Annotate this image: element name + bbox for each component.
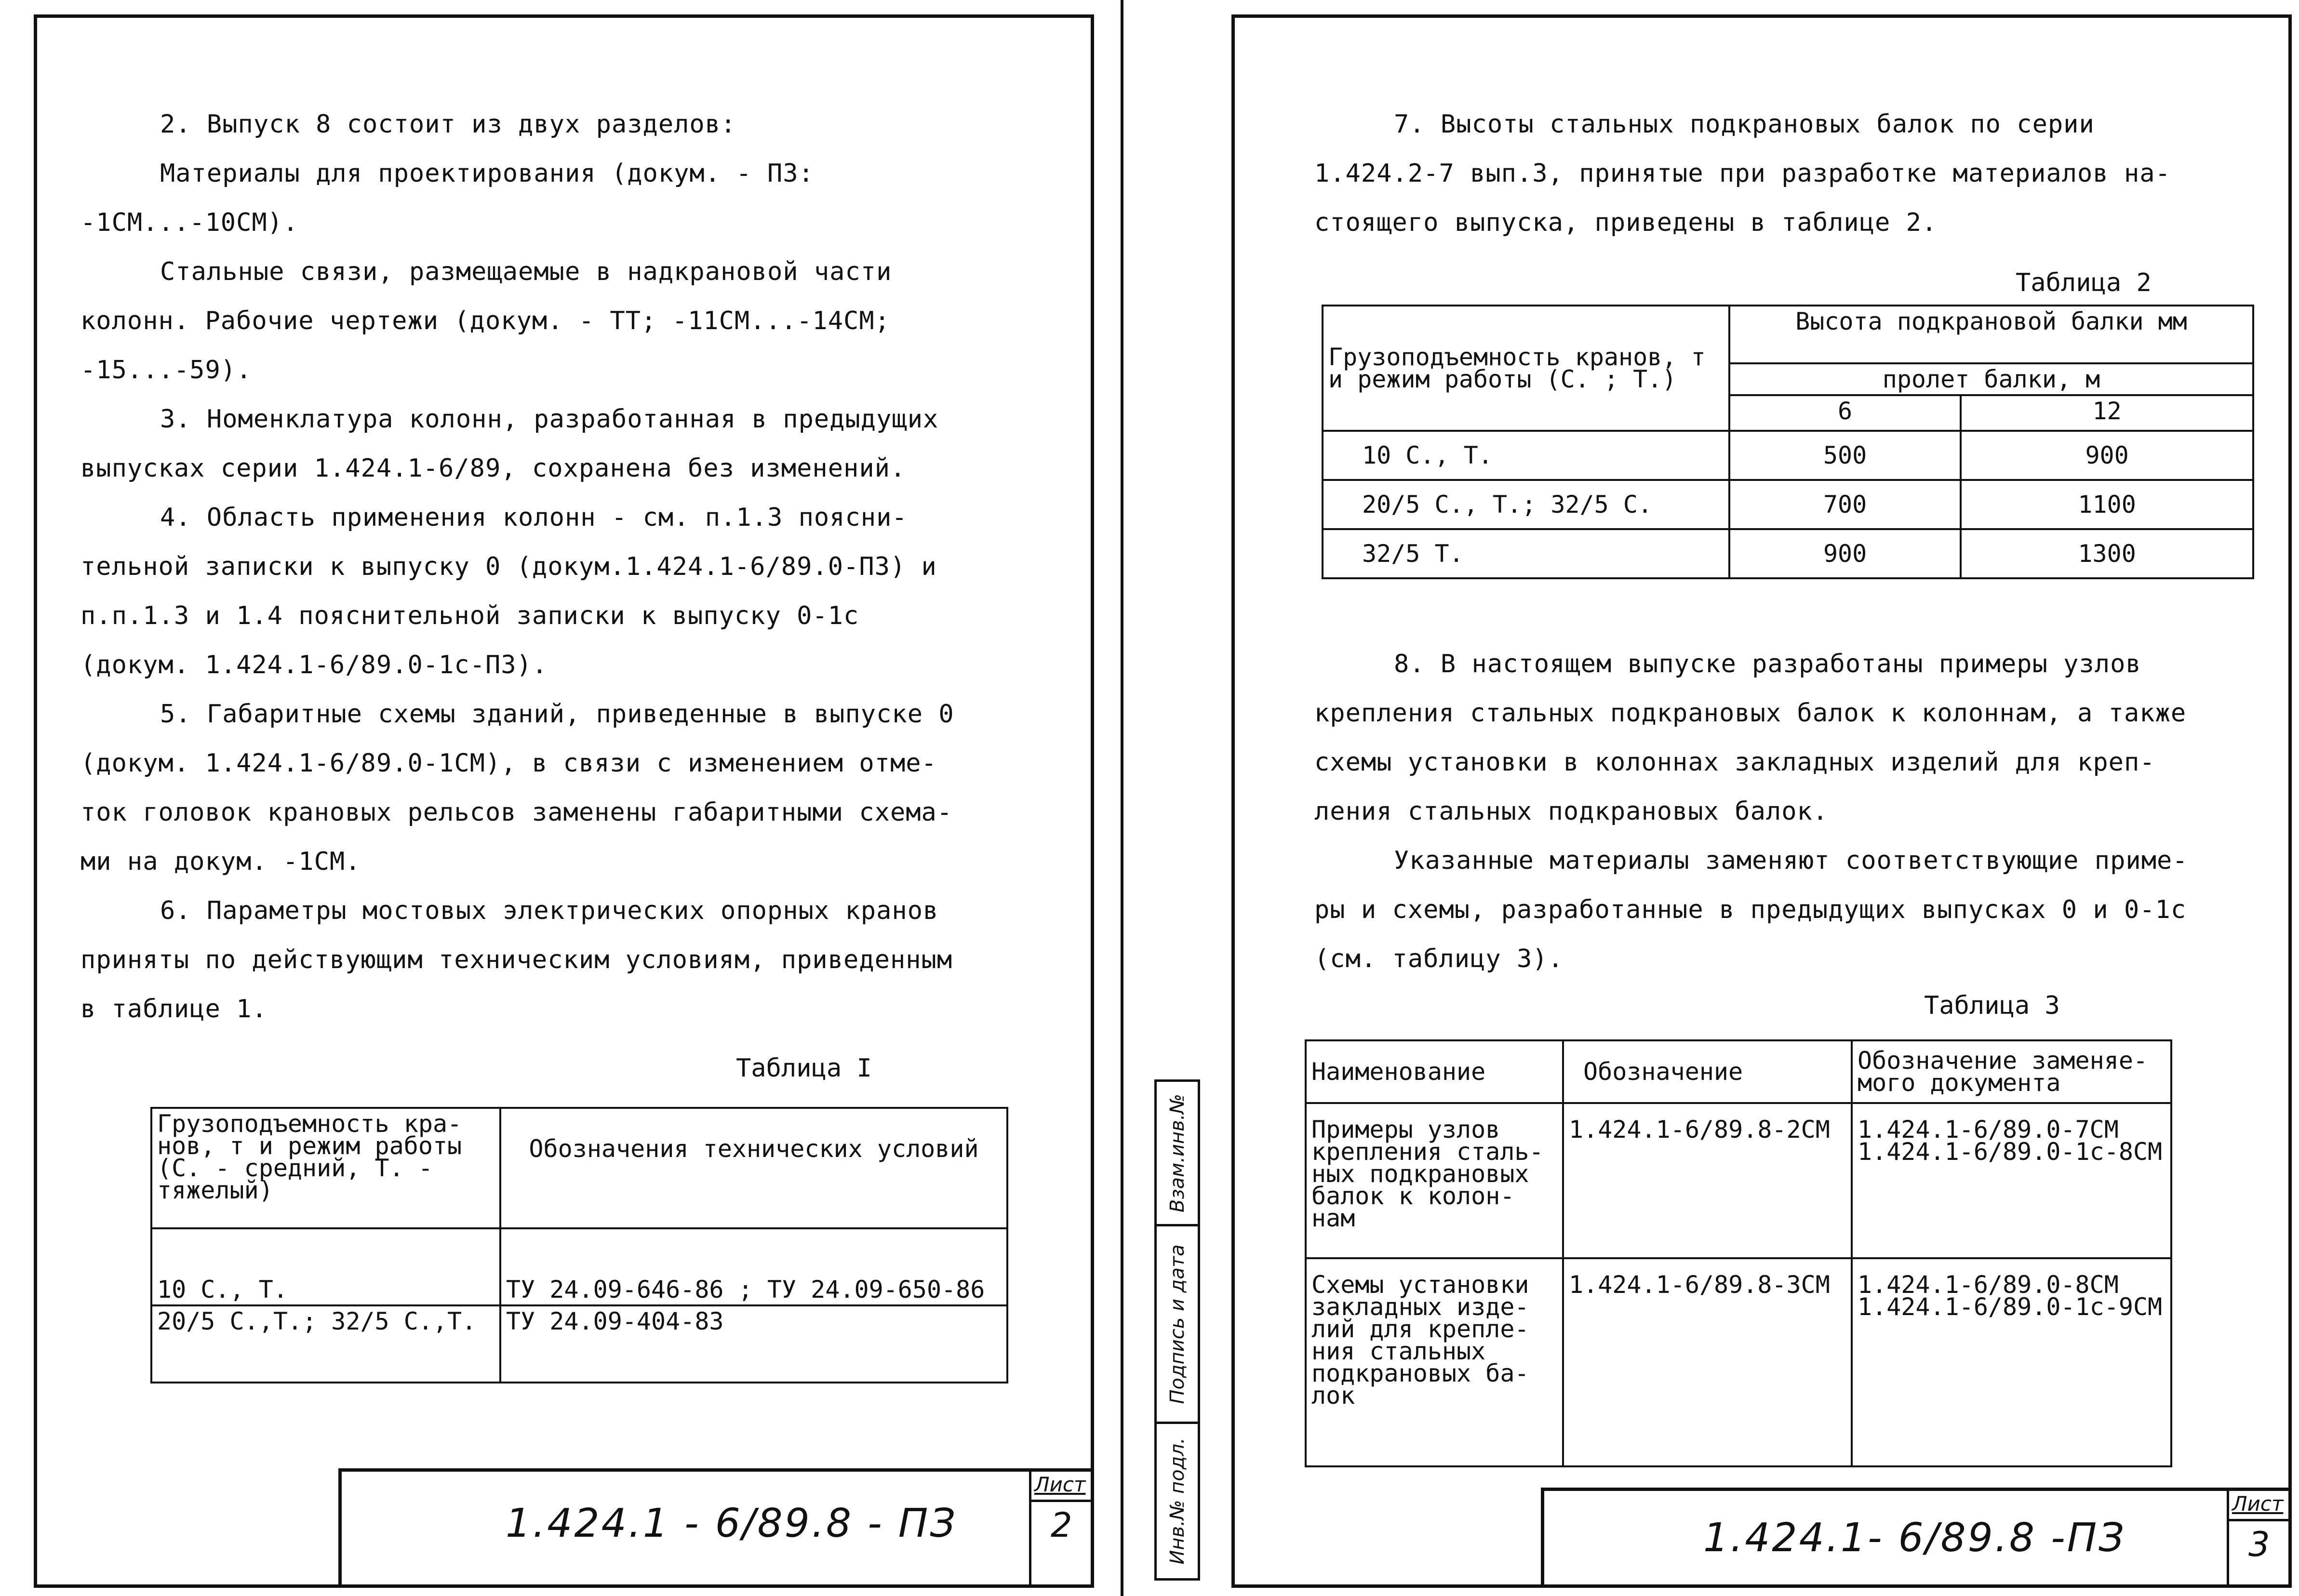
table-row xyxy=(1306,1103,2171,1258)
table2-cell-2-0: 32/5 Т. xyxy=(1323,529,1729,578)
text-line: стоящего выпуска, приведены в таблице 2. xyxy=(1314,208,1938,237)
text-line: в таблице 1. xyxy=(80,995,267,1024)
table2-span-0: 6 xyxy=(1729,395,1961,431)
table2-cell-0-1: 500 xyxy=(1729,431,1961,480)
side-cell-inventory xyxy=(1157,1424,1198,1578)
right-body-text-top xyxy=(1314,100,2259,247)
table2-cell-2-2: 1300 xyxy=(1961,529,2253,578)
text-line: Материалы для проектирования (докум. - ПЗ: xyxy=(160,159,814,188)
text-line: выпусках серии 1.424.1-6/89, сохранена без изменений. xyxy=(80,454,906,483)
text-line: крепления стальных подкрановых балок к колоннам, а также xyxy=(1314,699,2187,728)
text-line: -15...-59). xyxy=(80,356,252,385)
table3-caption: Таблица 3 xyxy=(1924,991,2060,1020)
table3-cell-0-1: 1.424.1-6/89.8-2СМ xyxy=(1563,1103,1852,1258)
text-line: 3. Номенклатура колонн, разработанная в предыдущих xyxy=(160,405,939,434)
sheet-number-cell xyxy=(1029,1472,1094,1588)
table2-cell-1-1: 700 xyxy=(1729,480,1961,529)
text-line: тельной записки к выпуску 0 (докум.1.424.1-6/89.0-ПЗ) и xyxy=(80,552,937,581)
sheet-number: 3 xyxy=(2248,1525,2270,1564)
table2-caption: Таблица 2 xyxy=(2016,268,2152,297)
table2-cell-0-2: 900 xyxy=(1961,431,2253,480)
table3-header-1: Обозначение xyxy=(1563,1040,1852,1103)
side-label-replacement: Взам.инв.№ xyxy=(1166,1093,1189,1212)
text-line: 6. Параметры мостовых электрических опорных кранов xyxy=(160,896,939,925)
text-line: Стальные связи, размещаемые в надкрановой части xyxy=(160,257,892,286)
table2-header-main: Грузоподъемность кранов, т и режим работы (С. ; Т.) xyxy=(1323,306,1729,431)
table-row xyxy=(151,1305,1007,1383)
sheet-right xyxy=(1231,14,2292,1588)
side-cell-signature xyxy=(1157,1226,1198,1424)
text-line: (см. таблицу 3). xyxy=(1314,944,1564,973)
table1-cell-0-0: 10 С., Т. xyxy=(151,1228,500,1305)
text-line: ток головок крановых рельсов заменены габаритными схема- xyxy=(80,798,953,827)
table3-cell-1-1: 1.424.1-6/89.8-3СМ xyxy=(1563,1258,1852,1466)
drawing-code: 1.424.1 - 6/89.8 - ПЗ xyxy=(506,1501,958,1546)
text-line: -1СМ...-10СМ). xyxy=(80,208,299,237)
table2-header-group: Высота подкрановой балки мм xyxy=(1729,306,2253,363)
stamp-divider xyxy=(2229,1519,2292,1521)
table1-caption: Таблица I xyxy=(736,1054,872,1083)
title-block-left xyxy=(338,1468,1094,1588)
table1-cell-1-1: ТУ 24.09-404-83 xyxy=(500,1305,1007,1383)
table-row xyxy=(1323,480,2253,529)
table2-cell-0-0: 10 С., Т. xyxy=(1323,431,1729,480)
sheet-number-cell xyxy=(2227,1491,2292,1588)
table3-cell-1-2: 1.424.1-6/89.0-8СМ 1.424.1-6/89.0-1с-9СМ xyxy=(1852,1258,2171,1466)
text-line: схемы установки в колоннах закладных изделий для креп- xyxy=(1314,748,2155,777)
text-line: 8. В настоящем выпуске разработаны примеры узлов xyxy=(1394,650,2141,678)
table-row xyxy=(1306,1040,2171,1103)
text-line: Указанные материалы заменяют соответствующие приме- xyxy=(1394,846,2188,875)
text-line: ры и схемы, разработанные в предыдущих выпусках 0 и 0-1с xyxy=(1314,895,2187,924)
table-row xyxy=(1323,306,2253,363)
table-row xyxy=(151,1228,1007,1305)
table1-header-1: Обозначения технических условий xyxy=(500,1108,1007,1228)
table-row xyxy=(1323,431,2253,480)
text-line: 5. Габаритные схемы зданий, приведенные в выпуске 0 xyxy=(160,700,954,729)
table-row xyxy=(1306,1258,2171,1466)
sheet-number: 2 xyxy=(1051,1505,1072,1545)
sheet-label: Лист xyxy=(1034,1473,1086,1496)
table3-cell-0-2: 1.424.1-6/89.0-7СМ 1.424.1-6/89.0-1с-8СМ xyxy=(1852,1103,2171,1258)
side-approval-strip xyxy=(1154,1079,1200,1581)
table1-header-0: Грузоподъемность кра-нов, т и режим работы (С. - средний, Т. - тяжелый) xyxy=(151,1108,500,1228)
table-row xyxy=(1323,529,2253,578)
text-line: ления стальных подкрановых балок. xyxy=(1314,797,1829,826)
table2-cell-1-2: 1100 xyxy=(1961,480,2253,529)
table3-cell-1-0: Схемы установки закладных изде-лий для крепле-ния стальных подкрановых ба-лок xyxy=(1306,1258,1563,1466)
text-line: п.п.1.3 и 1.4 пояснительной записки к выпуску 0-1с xyxy=(80,601,859,630)
title-block-right xyxy=(1541,1488,2292,1588)
table-row xyxy=(151,1108,1007,1228)
table3 xyxy=(1305,1039,2172,1467)
text-line: колонн. Рабочие чертежи (докум. - ТТ; -11СМ...-14СМ; xyxy=(80,306,890,335)
text-line: 1.424.2-7 вып.3, принятые при разработке материалов на- xyxy=(1314,159,2171,188)
table2-header-sub: пролет балки, м xyxy=(1729,363,2253,395)
sheet-label: Лист xyxy=(2232,1492,2284,1516)
page-fold-line xyxy=(1121,0,1123,1596)
text-line: 4. Область применения колонн - см. п.1.3 поясни- xyxy=(160,503,908,532)
text-line: (докум. 1.424.1-6/89.0-1СМ), в связи с изменением отме- xyxy=(80,749,937,778)
drawing-code: 1.424.1- 6/89.8 -ПЗ xyxy=(1703,1515,2126,1561)
text-line: 2. Выпуск 8 состоит из двух разделов: xyxy=(160,110,736,139)
table3-header-0: Наименование xyxy=(1306,1040,1563,1103)
text-line: 7. Высоты стальных подкрановых балок по серии xyxy=(1394,110,2095,139)
table1-cell-0-1: ТУ 24.09-646-86 ; ТУ 24.09-650-86 xyxy=(500,1228,1007,1305)
table1 xyxy=(150,1107,1008,1383)
text-line: ми на докум. -1СМ. xyxy=(80,847,361,876)
sheet-left xyxy=(34,14,1094,1588)
table2-cell-2-1: 900 xyxy=(1729,529,1961,578)
stamp-divider xyxy=(1031,1500,1094,1502)
table2-span-1: 12 xyxy=(1961,395,2253,431)
table2-cell-1-0: 20/5 С., Т.; 32/5 С. xyxy=(1323,480,1729,529)
table3-cell-0-0: Примеры узлов крепления сталь-ных подкрановых балок к колон-нам xyxy=(1306,1103,1563,1258)
table2 xyxy=(1322,305,2254,579)
table1-cell-1-0: 20/5 С.,Т.; 32/5 С.,Т. xyxy=(151,1305,500,1383)
right-body-text-mid xyxy=(1314,639,2259,984)
left-body-text xyxy=(80,100,1035,1034)
table3-header-2: Обозначение заменяе-мого документа xyxy=(1852,1040,2171,1103)
side-cell-replacement xyxy=(1157,1082,1198,1226)
side-label-inventory: Инв.№ подл. xyxy=(1166,1437,1189,1565)
text-line: (докум. 1.424.1-6/89.0-1с-ПЗ). xyxy=(80,651,548,679)
text-line: приняты по действующим техническим условиям, приведенным xyxy=(80,945,953,974)
side-label-signature: Подпись и дата xyxy=(1166,1244,1189,1404)
